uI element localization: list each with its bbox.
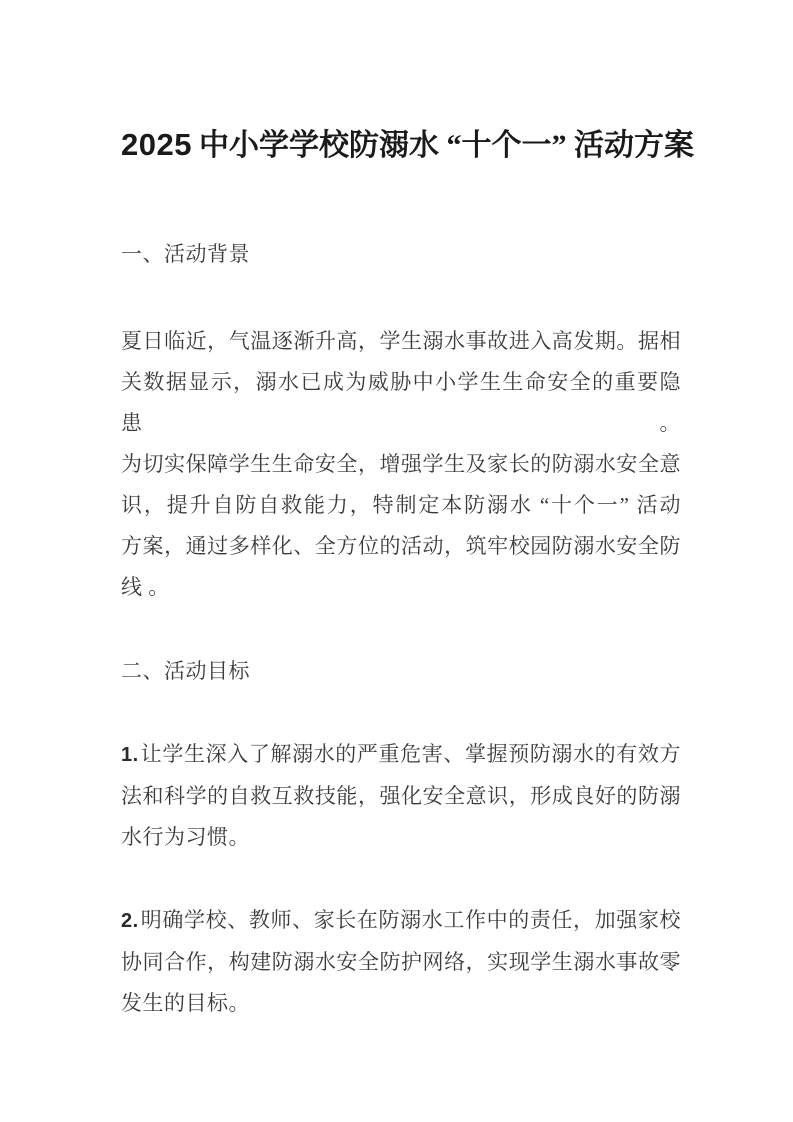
document-title bbox=[121, 123, 694, 168]
text-line: 水行为习惯。 bbox=[121, 825, 250, 849]
text-line: 为切实保障学生生命安全，增强学生及家长的防溺水安全意 bbox=[121, 452, 681, 476]
text-line bbox=[121, 900, 681, 942]
title-text: 中小学学校防溺水 “十个一” 活动方案 bbox=[198, 129, 694, 162]
section-heading-goals: 二、活动目标 bbox=[121, 659, 250, 683]
text-line: 关数据显示，溺水已成为威胁中小学生生命安全的重要隐患。 bbox=[121, 370, 681, 435]
list-number-2: 2. bbox=[121, 910, 139, 932]
text-line: 识，提升自防自救能力，特制定本防溺水 “十个一” 活动 bbox=[121, 493, 681, 517]
list-number-1: 1. bbox=[121, 744, 139, 766]
paragraph-goal-2 bbox=[121, 900, 681, 1024]
text-line: 线 。 bbox=[121, 575, 170, 599]
text-line-content: 明确学校、教师、家长在防溺水工作中的责任，加强家校 bbox=[140, 908, 681, 932]
text-line-content: 让学生深入了解溺水的严重危害、掌握预防溺水的有效方 bbox=[140, 742, 681, 766]
paragraph-background bbox=[121, 321, 681, 608]
text-line: 法和科学的自救互救技能，强化安全意识，形成良好的防溺 bbox=[121, 784, 681, 808]
text-line: 夏日临近，气温逐渐升高，学生溺水事故进入高发期。据相 bbox=[121, 329, 681, 353]
text-line: 协同合作，构建防溺水安全防护网络，实现学生溺水事故零 bbox=[121, 950, 681, 974]
paragraph-goal-1 bbox=[121, 734, 681, 858]
text-line bbox=[121, 734, 681, 776]
title-year: 2025 bbox=[121, 127, 192, 162]
text-line: 发生的目标。 bbox=[121, 991, 250, 1015]
text-line: 方案，通过多样化、全方位的活动，筑牢校园防溺水安全防 bbox=[121, 534, 681, 558]
section-heading-background: 一、活动背景 bbox=[121, 242, 250, 266]
document-content bbox=[0, 123, 793, 1024]
